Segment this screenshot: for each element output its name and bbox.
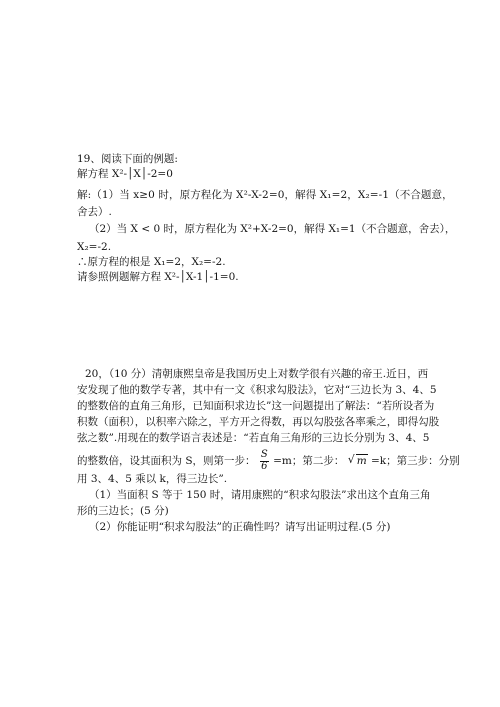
- q19-title: 19、阅读下面的例题:: [77, 153, 178, 165]
- q20-part-1b: 形的三边长；(5 分): [77, 505, 169, 517]
- q19-solution-line-2: （2）当 X < 0 时，原方程化为 X²+X-2=0，解得 X₁=1（不合题意，舍去），: [89, 223, 456, 235]
- q19-solution-line-1: 解:（1）当 x≥0 时，原方程化为 X²-X-2=0，解得 X₁=2，X₂=-1（不合题意，: [77, 189, 453, 201]
- q19-solution-line-1b: 舍去）.: [77, 206, 112, 218]
- formula-radicand: m: [356, 455, 367, 467]
- q20-line-2: 安发现了他的数学专著，其中有一文《积求勾股法》，它对“三边长为 3、4、5: [77, 384, 437, 396]
- q19-conclusion: ∴原方程的根是 X₁=2，X₂=-2.: [77, 256, 226, 268]
- q19-task: 请参照例题解方程 X²-│X-1│-1=0.: [77, 271, 239, 283]
- q20-line-1: 20，（10 分）清朝康熙皇帝是我国历史上对数学很有兴趣的帝王.近日，西: [85, 368, 429, 380]
- q19-solution-line-2b: X₂=-2.: [77, 241, 112, 253]
- q20-line-6-text-c: =k；第三步：分别: [371, 455, 460, 467]
- q19-problem: 解方程 X²-│X│-2=0: [77, 168, 173, 180]
- formula-s-over-6: [260, 450, 269, 472]
- q20-part-1: （1）当面积 S 等于 150 时，请用康熙的“积求勾股法”求出这个直角三角: [89, 489, 431, 501]
- formula-sqrt-m: [348, 454, 368, 468]
- q20-line-5: 弦之数”.用现在的数学语言表述是：“若直角三角形的三边长分别为 3、4、5: [77, 432, 430, 444]
- formula-denominator: 6: [261, 460, 268, 472]
- q20-line-4: 积数（面积），以积率六除之，平方开之得数，再以勾股弦各率乘之，即得勾股: [77, 416, 440, 428]
- q20-line-6: [77, 450, 460, 472]
- q20-line-3: 的整数倍的直角三角形，已知面积求边长”这一问题提出了解法：“若所设者为: [77, 400, 435, 412]
- q20-line-7: 用 3、4、5 乘以 k，得三边长”.: [77, 473, 228, 485]
- q20-line-6-text-a: 的整数倍，设其面积为 S，则第一步：: [77, 455, 256, 467]
- q20-part-2: （2）你能证明“积求勾股法”的正确性吗？请写出证明过程.(5 分): [89, 521, 391, 533]
- formula-numerator: S: [260, 449, 268, 460]
- q20-line-6-text-b: =m；第二步：: [273, 455, 345, 467]
